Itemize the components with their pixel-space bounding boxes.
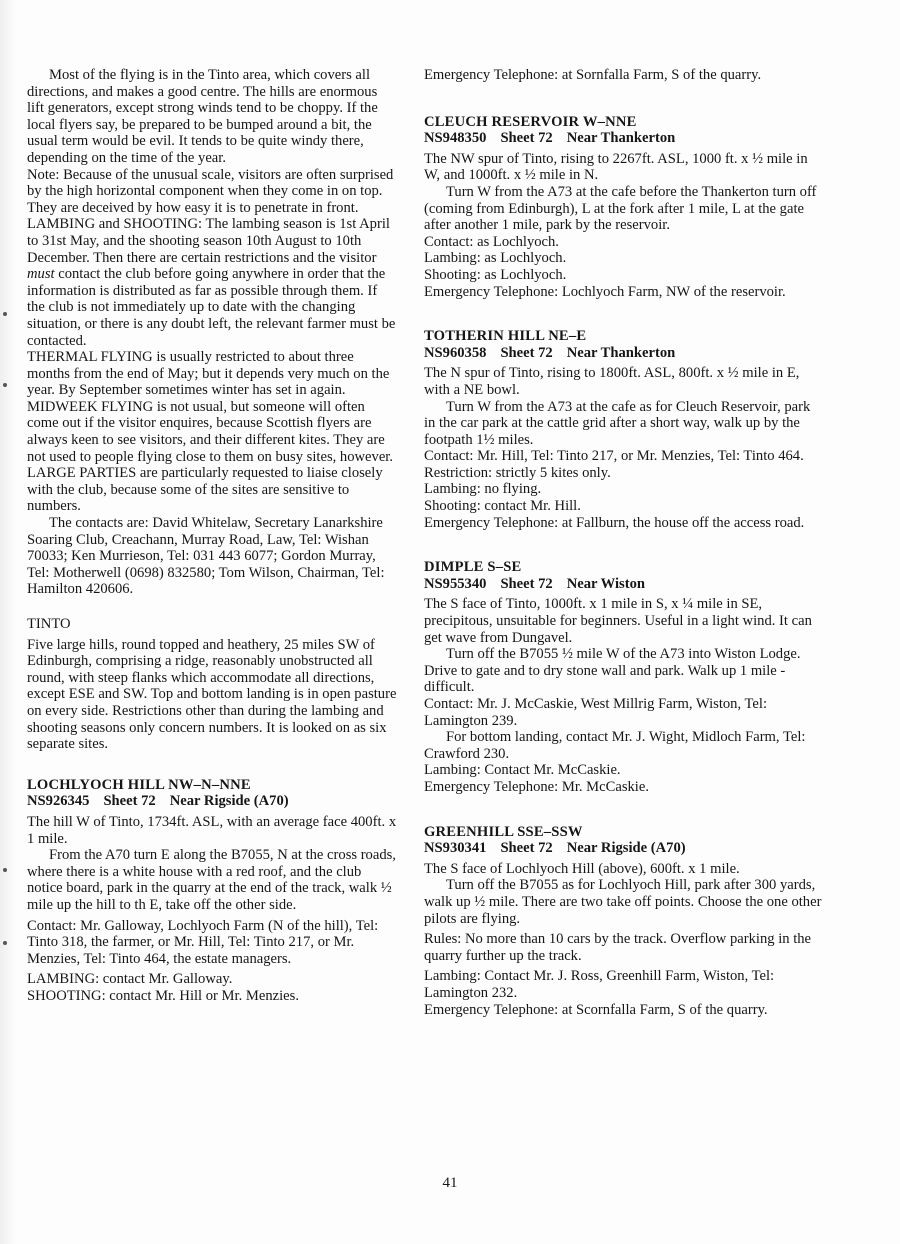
site-directions: Turn W from the A73 at the cafe as for Cleuch Reservoir, park in the car park at the cattle grid after a short way, walk up by the footpath 1½ miles.: [424, 398, 811, 448]
site-bottom-landing: For bottom landing, contact Mr. J. Wight, Midloch Farm, Tel: Crawford 230.: [424, 729, 806, 762]
site-rules: Rules: No more than 10 cars by the track. Overflow parking in the quarry further up the track.: [424, 931, 812, 964]
top-emergency-line: Emergency Telephone: at Sornfalla Farm, S of the quarry.: [424, 67, 762, 83]
site-contact: Contact: Mr. Galloway, Lochlyoch Farm (N of the hill), Tel: Tinto 318, the farmer, or Mr. Hill, Tel: Tinto 217, or Mr. Menzies, Tel: Tinto 464, the estate managers.: [27, 917, 379, 967]
site-lambing: Lambing: no flying.: [424, 481, 542, 498]
large-parties-paragraph: LARGE PARTIES are particularly requested to liaise closely with the club, because some of the sites are sensitive to numbers.: [27, 465, 383, 515]
site-description: The NW spur of Tinto, rising to 2267ft. ASL, 1000 ft. x ½ mile in W, and 1000ft. x ½ mile in N.: [424, 150, 808, 184]
site-title: CLEUCH RESERVOIR W–NNE: [424, 113, 637, 130]
site-dimple: [424, 559, 824, 795]
binding-hole-mark: [3, 312, 7, 316]
left-column: [27, 67, 397, 1004]
right-column: [424, 67, 824, 1018]
midweek-flying-paragraph: MIDWEEK FLYING is not usual, but someone will often come out if the visitor enquires, because Scottish flyers are always keen to see visitors, and their different kites. They are not used to people flying close to them on busy sites, however.: [27, 398, 394, 465]
site-shooting: SHOOTING: contact Mr. Hill or Mr. Menzies.: [27, 987, 299, 1004]
site-contact: Contact: Mr. Hill, Tel: Tinto 217, or Mr. Menzies, Tel: Tinto 464.: [424, 448, 804, 465]
site-grid-ref: NS930341 Sheet 72 Near Rigside (A70): [424, 840, 686, 857]
site-greenhill: [424, 824, 824, 1019]
site-lochlyoch-hill: [27, 777, 397, 1005]
binding-hole-mark: [3, 868, 7, 872]
site-totherin-hill: [424, 328, 824, 531]
site-lambing: Lambing: Contact Mr. J. Ross, Greenhill Farm, Wiston, Tel: Lamington 232.: [424, 968, 775, 1001]
site-cleuch-reservoir: [424, 114, 824, 301]
tinto-heading: TINTO: [27, 616, 71, 632]
site-title: TOTHERIN HILL NE–E: [424, 328, 587, 345]
site-grid-ref: NS948350 Sheet 72 Near Thankerton: [424, 130, 676, 147]
site-restriction: Restriction: strictly 5 kites only.: [424, 464, 611, 481]
site-lambing: Lambing: Contact Mr. McCaskie.: [424, 762, 621, 779]
contacts-paragraph: The contacts are: David Whitelaw, Secretary Lanarkshire Soaring Club, Creachann, Murray Road, Law, Tel: Wishan 70033; Ken Murrieson, Tel: 031 443 6077; Gordon Murray, Tel: Motherwell (0698) 832580; Tom Wilson, Chairman, Tel: Hamilton 420606.: [27, 515, 385, 598]
site-emergency: Emergency Telephone: at Fallburn, the house off the access road.: [424, 514, 805, 531]
site-grid-ref: NS960358 Sheet 72 Near Thankerton: [424, 344, 676, 361]
note-paragraph: Note: Because of the unusual scale, visitors are often surprised by the high horizontal component when they come in on top. They are deceived by how easy it is to penetrate in front.: [27, 166, 394, 216]
thermal-flying-paragraph: THERMAL FLYING is usually restricted to about three months from the end of May; but it depends very much on the year. By September sometimes winter has set in again.: [27, 349, 390, 399]
site-directions: Turn off the B7055 as for Lochlyoch Hill, park after 300 yards, walk up ½ mile. There are two take off points. Choose the one other pilots are flying.: [424, 877, 822, 927]
site-description: The S face of Lochlyoch Hill (above), 600ft. x 1 mile.: [424, 860, 740, 877]
site-contact: Contact: Mr. J. McCaskie, West Millrig Farm, Wiston, Tel: Lamington 239.: [424, 696, 767, 729]
scan-edge-shadow: [0, 0, 16, 1244]
intro-paragraph: Most of the flying is in the Tinto area, which covers all directions, and makes a good centre. The hills are enormous lift generators, except strong winds tend to be choppy. If the local flyers say, be prepared to be bumped around a bit, the usual term would be evil. It tends to be quite windy there, depending on the time of the year.: [27, 67, 378, 166]
binding-hole-mark: [3, 383, 7, 387]
site-shooting: Shooting: as Lochlyoch.: [424, 266, 567, 283]
site-title: LOCHLYOCH HILL NW–N–NNE: [27, 776, 251, 793]
site-lambing: LAMBING: contact Mr. Galloway.: [27, 971, 233, 988]
page-number: 41: [442, 1175, 458, 1191]
site-emergency: Emergency Telephone: at Scornfalla Farm, S of the quarry.: [424, 1001, 768, 1018]
lambing-shooting-paragraph: LAMBING and SHOOTING: The lambing season is 1st April to 31st May, and the shooting season 10th August to 10th December. Then there are certain restrictions and the visitor must contact the club before going anywhere in order that the information is distributed as far as possible through them. If the club is not immediately up to date with the changing situation, or there is any doubt left, the relevant farmer must be contacted.: [27, 216, 396, 349]
site-description: The hill W of Tinto, 1734ft. ASL, with an average face 400ft. x 1 mile.: [27, 813, 397, 847]
tinto-description: Five large hills, round topped and heathery, 25 miles SW of Edinburgh, comprising a ridge, reasonably unobstructed all round, with steep flanks which accommodate all directions, except ESE and SW. Top and bottom landing is in open pasture on every side. Restrictions other than during the lambing and shooting seasons only concern numbers. It is looked on as six separate sites.: [27, 636, 397, 753]
site-lambing: Lambing: as Lochlyoch.: [424, 250, 567, 267]
binding-hole-mark: [3, 941, 7, 945]
site-title: GREENHILL SSE–SSW: [424, 823, 583, 840]
site-grid-ref: NS926345 Sheet 72 Near Rigside (A70): [27, 793, 289, 810]
site-directions: Turn off the B7055 ½ mile W of the A73 into Wiston Lodge. Drive to gate and to dry stone wall and park. Walk up 1 mile - difficult.: [424, 646, 801, 696]
site-directions: From the A70 turn E along the B7055, N at the cross roads, where there is a white house with a red roof, and the club notice board, park in the quarry at the end of the track, walk ½ mile up the hill to th E, take off the other side.: [27, 847, 396, 913]
site-contact: Contact: as Lochlyoch.: [424, 233, 559, 250]
site-emergency: Emergency Telephone: Lochlyoch Farm, NW of the reservoir.: [424, 283, 786, 300]
site-description: The N spur of Tinto, rising to 1800ft. ASL, 800ft. x ½ mile in E, with a NE bowl.: [424, 365, 800, 398]
site-title: DIMPLE S–SE: [424, 559, 522, 576]
site-shooting: Shooting: contact Mr. Hill.: [424, 498, 581, 515]
site-directions: Turn W from the A73 at the cafe before the Thankerton turn off (coming from Edinburgh), L at the fork after 1 mile, L at the gate after another 1 mile, park by the reservoir.: [424, 183, 817, 234]
site-emergency: Emergency Telephone: Mr. McCaskie.: [424, 778, 649, 795]
site-description: The S face of Tinto, 1000ft. x 1 mile in S, x ¼ mile in SE, precipitous, unsuitable for beginners. Useful in a light wind. It can get wave from Dungavel.: [424, 596, 812, 646]
site-grid-ref: NS955340 Sheet 72 Near Wiston: [424, 575, 645, 592]
